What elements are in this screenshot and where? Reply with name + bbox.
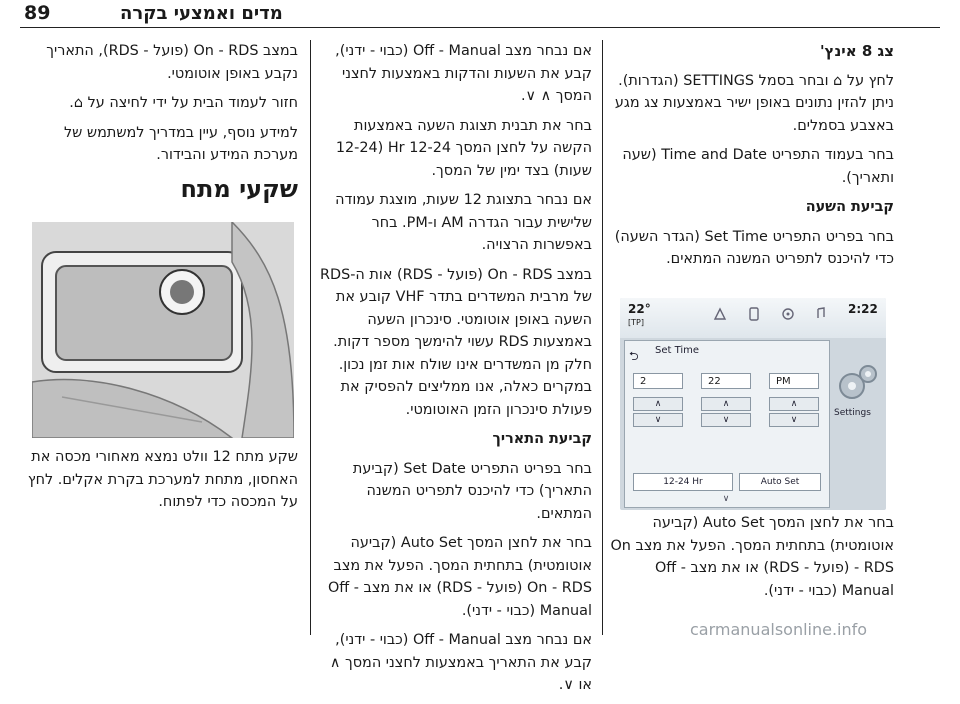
- hour-down-button[interactable]: ∨: [633, 413, 683, 427]
- column-right: [610, 40, 894, 278]
- phone-icon: [746, 306, 762, 322]
- paragraph: במצב On - RDS (פועל - RDS) אות ה-RDS של מרבית המשדרים בתדר VHF קובע את השעה באופן אוטומטי. סינכרון השעה באמצעות RDS עשוי להימשך מספר דקות. חלק מן המשדרים אינו שולח אות זמן נכון. במקרים כאלה, אנו ממליצים להפסיק את פעולת סינכרון הזמן האוטומטי.: [320, 266, 592, 418]
- paragraph: בחר את תבנית תצוגת השעה באמצעות הקשה על לחצן המסך 12-24 Hr (12-24 שעות) בצד ימין של המסך.: [335, 117, 592, 179]
- set-time-panel: [624, 340, 830, 508]
- 12-24-hr-button[interactable]: 12-24 Hr: [633, 473, 733, 491]
- paragraph: בחר בפריט התפריט Set Date (קביעת התאריך) כדי להיכנס לתפריט המשנה המתאים.: [352, 460, 592, 522]
- header-rule: [20, 27, 940, 28]
- paragraph: אם נבחר בתצוגת 12 שעות, מוצגת עמודה שלישית עבור הגדרה AM ו-PM. בחר באפשרות הרצויה.: [335, 192, 592, 253]
- paragraph: לחץ על ⌂ ובחר בסמל SETTINGS (הגדרות). ניתן להזין נתונים באופן ישיר באמצעות צג מגע באצבע בסמלים.: [614, 72, 894, 134]
- watermark: carmanualsonline.info: [690, 620, 868, 639]
- hour-field[interactable]: 2: [633, 373, 683, 389]
- column-left-bottom: [26, 446, 298, 521]
- column-divider: [602, 40, 603, 635]
- settings-label: Settings: [834, 408, 871, 418]
- paragraph: בחר את לחצן המסך Auto Set (קביעה אוטומטית) בתחתית המסך. הפעל את מצב On - RDS (פועל - RDS) או את מצב Off - Manual (כבוי - ידני).: [327, 535, 592, 619]
- minute-up-button[interactable]: ∧: [701, 397, 751, 411]
- power-outlets-heading: שקעי מתח: [180, 174, 298, 203]
- temperature: 22°: [628, 302, 651, 316]
- tp-indicator: [TP]: [628, 318, 644, 327]
- paragraph: במצב On - RDS (פועל - RDS), התאריך נקבע באופן אוטומטי.: [46, 43, 298, 82]
- ampm-up-button[interactable]: ∧: [769, 397, 819, 411]
- column-middle: [318, 40, 592, 704]
- auto-set-button[interactable]: Auto Set: [739, 473, 821, 491]
- paragraph: חזור לעמוד הבית על ידי לחיצה על ⌂.: [69, 95, 298, 111]
- climate-icon: [712, 306, 728, 322]
- infotainment-screen: [620, 298, 886, 510]
- minute-down-button[interactable]: ∨: [701, 413, 751, 427]
- paragraph: בחר בעמוד התפריט Time and Date (שעה ותאריך).: [622, 147, 894, 186]
- navigation-icon: [780, 306, 796, 322]
- return-arrow-icon[interactable]: ⮌: [629, 349, 639, 363]
- page-number: 89: [24, 2, 51, 24]
- paragraph: למידע נוסף, עיין במדריך למשתמש של מערכת המידע והבידור.: [63, 124, 298, 163]
- column-right-bottom: [610, 512, 894, 609]
- ampm-down-button[interactable]: ∨: [769, 413, 819, 427]
- paragraph: שקע מתח 12 וולט נמצא מאחורי מכסה את האחסון, מתחת למערכת בקרת אקלים. לחץ על המכסה כדי לפתוח.: [27, 449, 298, 510]
- paragraph: אם נבחר מצב Off - Manual (כבוי - ידני), קבע את התאריך באמצעות לחצני המסך ∧ או ∨.: [329, 632, 592, 693]
- minute-field[interactable]: 22: [701, 373, 751, 389]
- audio-icon: [812, 306, 828, 322]
- subheading-set-time: קביעת השעה: [805, 199, 894, 215]
- paragraph: בחר את לחצן המסך Auto Set (קביעה אוטומטית) בתחתית המסך. הפעל את מצב On - RDS (פועל - RDS) או את מצב Off - Manual (כבוי - ידני).: [610, 515, 894, 599]
- ampm-field[interactable]: PM: [769, 373, 819, 389]
- subheading-set-date: קביעת התאריך: [492, 431, 592, 447]
- clock-readout: 2:22: [848, 302, 878, 316]
- paragraph: אם נבחר מצב Off - Manual (כבוי - ידני), קבע את השעות והדקות באמצעות לחצני המסך ∧ ∨.: [335, 43, 592, 104]
- settings-gear-icon[interactable]: [832, 362, 880, 406]
- hour-up-button[interactable]: ∧: [633, 397, 683, 411]
- chapter-title: מדים ואמצעי בקרה: [120, 3, 283, 24]
- set-time-title: Set Time: [655, 345, 700, 356]
- paragraph: בחר בפריט התפריט Set Time (הגדר השעה) כדי להיכנס לתפריט המשנה המתאים.: [614, 228, 894, 267]
- scroll-down-indicator[interactable]: ∨: [722, 494, 730, 504]
- column-left: [26, 40, 298, 211]
- screen-status-bar: [620, 298, 886, 338]
- set-time-screen-figure: [620, 298, 886, 510]
- page-header: [0, 0, 960, 28]
- power-outlet-photo: [32, 222, 294, 438]
- section-title: צג 8 אינץ': [819, 42, 894, 60]
- column-divider: [310, 40, 311, 635]
